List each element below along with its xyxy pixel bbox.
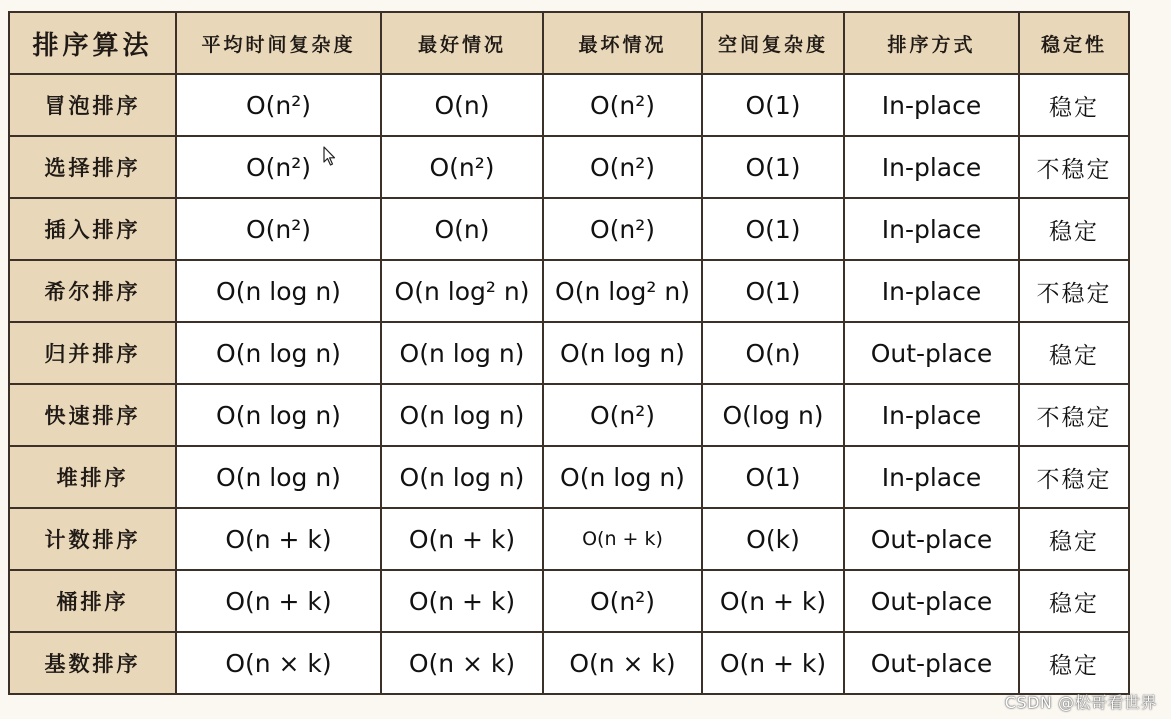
worst-case: O(n log n) (543, 446, 702, 508)
algorithm-name: 冒泡排序 (9, 74, 176, 136)
header-space-complexity: 空间复杂度 (702, 12, 844, 74)
watermark: CSDN @松哥看世界 (1004, 693, 1157, 712)
average-complexity: O(n²) (176, 136, 381, 198)
sort-method: Out-place (844, 508, 1019, 570)
sort-method: Out-place (844, 322, 1019, 384)
best-case: O(n) (381, 74, 543, 136)
space-complexity: O(n + k) (702, 632, 844, 694)
table-row (9, 508, 1129, 570)
average-complexity: O(n log n) (176, 446, 381, 508)
table-row (9, 136, 1129, 198)
header-algorithm: 排序算法 (9, 12, 176, 74)
best-case: O(n²) (381, 136, 543, 198)
best-case: O(n log n) (381, 322, 543, 384)
worst-case: O(n²) (543, 384, 702, 446)
algorithm-name: 归并排序 (9, 322, 176, 384)
stability: 不稳定 (1019, 136, 1129, 198)
worst-case: O(n + k) (543, 508, 702, 570)
stability: 稳定 (1019, 74, 1129, 136)
sort-method: In-place (844, 74, 1019, 136)
algorithm-name: 桶排序 (9, 570, 176, 632)
algorithm-name: 堆排序 (9, 446, 176, 508)
header-average-complexity: 平均时间复杂度 (176, 12, 381, 74)
table-row (9, 384, 1129, 446)
average-complexity: O(n log n) (176, 260, 381, 322)
algorithm-name: 快速排序 (9, 384, 176, 446)
sort-method: In-place (844, 384, 1019, 446)
space-complexity: O(1) (702, 198, 844, 260)
table-row (9, 632, 1129, 694)
space-complexity: O(n) (702, 322, 844, 384)
worst-case: O(n²) (543, 570, 702, 632)
stability: 不稳定 (1019, 260, 1129, 322)
algorithm-name: 基数排序 (9, 632, 176, 694)
mouse-pointer-icon (323, 146, 337, 166)
average-complexity: O(n log n) (176, 322, 381, 384)
stability: 稳定 (1019, 570, 1129, 632)
algorithm-name: 插入排序 (9, 198, 176, 260)
space-complexity: O(log n) (702, 384, 844, 446)
sort-method: In-place (844, 260, 1019, 322)
space-complexity: O(1) (702, 74, 844, 136)
header-sort-method: 排序方式 (844, 12, 1019, 74)
best-case: O(n) (381, 198, 543, 260)
header-best-case: 最好情况 (381, 12, 543, 74)
best-case: O(n + k) (381, 508, 543, 570)
space-complexity: O(1) (702, 446, 844, 508)
best-case: O(n log n) (381, 384, 543, 446)
stability: 稳定 (1019, 198, 1129, 260)
table-row (9, 322, 1129, 384)
header-worst-case: 最坏情况 (543, 12, 702, 74)
best-case: O(n + k) (381, 570, 543, 632)
space-complexity: O(n + k) (702, 570, 844, 632)
average-complexity: O(n²) (176, 74, 381, 136)
worst-case: O(n × k) (543, 632, 702, 694)
sort-method: In-place (844, 136, 1019, 198)
stability: 不稳定 (1019, 384, 1129, 446)
best-case: O(n log² n) (381, 260, 543, 322)
header-stability: 稳定性 (1019, 12, 1129, 74)
worst-case: O(n log² n) (543, 260, 702, 322)
average-complexity: O(n + k) (176, 508, 381, 570)
worst-case: O(n log n) (543, 322, 702, 384)
table-row (9, 74, 1129, 136)
stability: 不稳定 (1019, 446, 1129, 508)
table-row (9, 198, 1129, 260)
algorithm-name: 计数排序 (9, 508, 176, 570)
sort-method: Out-place (844, 632, 1019, 694)
sort-method: Out-place (844, 570, 1019, 632)
stability: 稳定 (1019, 508, 1129, 570)
space-complexity: O(1) (702, 136, 844, 198)
table-row (9, 570, 1129, 632)
average-complexity: O(n log n) (176, 384, 381, 446)
stability: 稳定 (1019, 322, 1129, 384)
average-complexity: O(n × k) (176, 632, 381, 694)
table-header-row (9, 12, 1129, 74)
best-case: O(n log n) (381, 446, 543, 508)
worst-case: O(n²) (543, 74, 702, 136)
sorting-algorithms-table (8, 11, 1130, 695)
stability: 稳定 (1019, 632, 1129, 694)
sort-method: In-place (844, 198, 1019, 260)
worst-case: O(n²) (543, 136, 702, 198)
algorithm-name: 选择排序 (9, 136, 176, 198)
table-row (9, 446, 1129, 508)
table-row (9, 260, 1129, 322)
space-complexity: O(1) (702, 260, 844, 322)
average-complexity: O(n + k) (176, 570, 381, 632)
space-complexity: O(k) (702, 508, 844, 570)
best-case: O(n × k) (381, 632, 543, 694)
average-complexity: O(n²) (176, 198, 381, 260)
sort-method: In-place (844, 446, 1019, 508)
algorithm-name: 希尔排序 (9, 260, 176, 322)
worst-case: O(n²) (543, 198, 702, 260)
